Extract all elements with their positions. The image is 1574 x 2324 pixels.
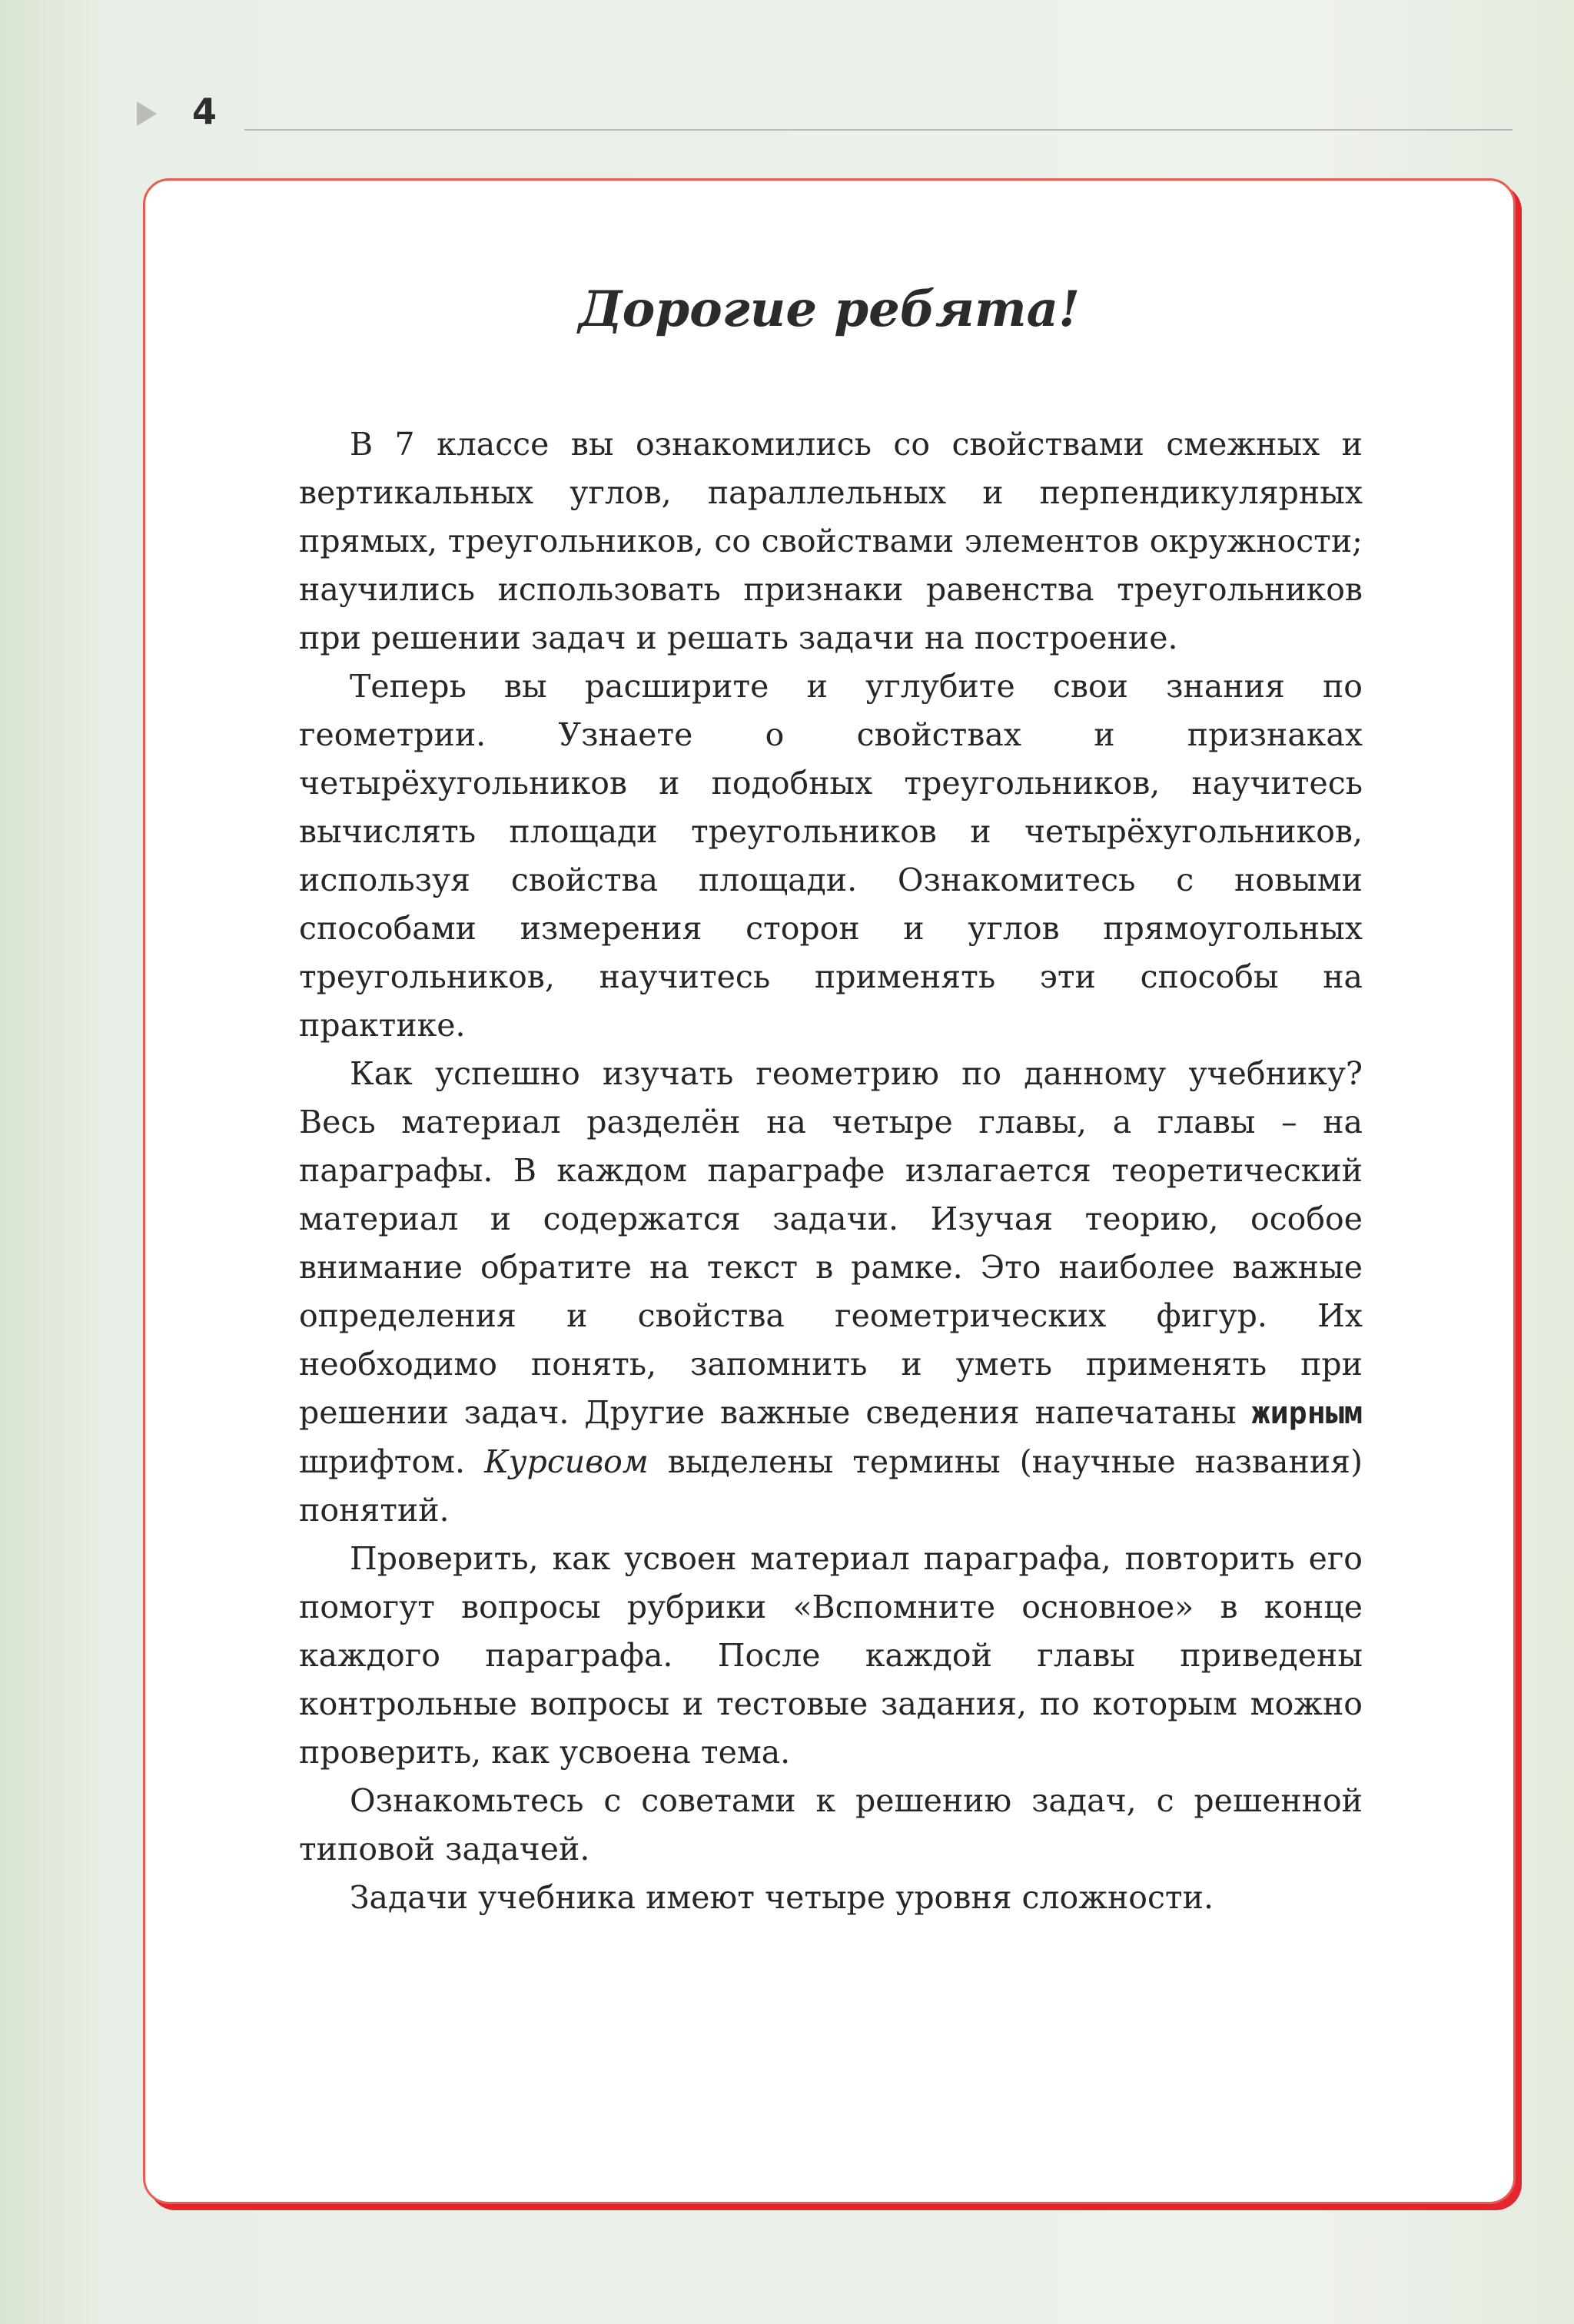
header-rule xyxy=(244,129,1513,131)
bold-term: жирным xyxy=(1251,1396,1363,1431)
page-marker-arrow-icon xyxy=(137,101,157,126)
paragraph-3-text-after: выделены термины (научные названия) понятий. xyxy=(299,1443,1363,1529)
page-header xyxy=(137,91,1513,134)
paragraph-3 xyxy=(299,1050,1363,1535)
paragraph-4: Проверить, как усвоен материал параграфа, повторить его помогут вопросы рубрики «Вспомните основное» в конце каждого параграфа. После каждой главы приведены контрольные вопросы и тестовые задания, по которым можно проверить, как усвоена тема. xyxy=(299,1540,1363,1771)
content-frame xyxy=(143,178,1516,2204)
italic-term: Курсивом xyxy=(484,1443,649,1480)
paragraph-3-text-middle: шрифтом. xyxy=(299,1443,466,1480)
paragraph-5: Ознакомьтесь с советами к решению задач, с решенной типовой задачей. xyxy=(299,1782,1363,1868)
article-title: Дорогие ребята! xyxy=(578,281,1081,338)
page-number: 4 xyxy=(192,91,218,132)
article-body xyxy=(299,420,1363,1922)
paragraph-3-text-before: Как успешно изучать геометрию по данному учебнику? Весь материал разделён на четыре главы, а главы – на параграфы. В каждом параграфе излагается теоретический материал и содержатся задачи. Изучая теорию, особое внимание обратите на текст в рамке. Это наиболее важные определения и свойства геометрических фигур. Их необходимо понять, запомнить и уметь применять при решении задач. Другие важные сведения напечатаны xyxy=(299,1055,1363,1431)
paragraph-6: Задачи учебника имеют четыре уровня сложности. xyxy=(350,1879,1214,1916)
paragraph-1: В 7 классе вы ознакомились со свойствами смежных и вертикальных углов, параллельных и перпендикулярных прямых, треугольников, со свойствами элементов окружности; научились использовать признаки равенства треугольников при решении задач и решать задачи на построение. xyxy=(299,426,1363,656)
paragraph-2: Теперь вы расширите и углубите свои знания по геометрии. Узнаете о свойствах и признаках четырёхугольников и подобных треугольников, научитесь вычислять площади треугольников и четырёхугольников, используя свойства площади. Ознакомитесь с новыми способами измерения сторон и углов прямоугольных треугольников, научитесь применять эти способы на практике. xyxy=(299,668,1363,1044)
